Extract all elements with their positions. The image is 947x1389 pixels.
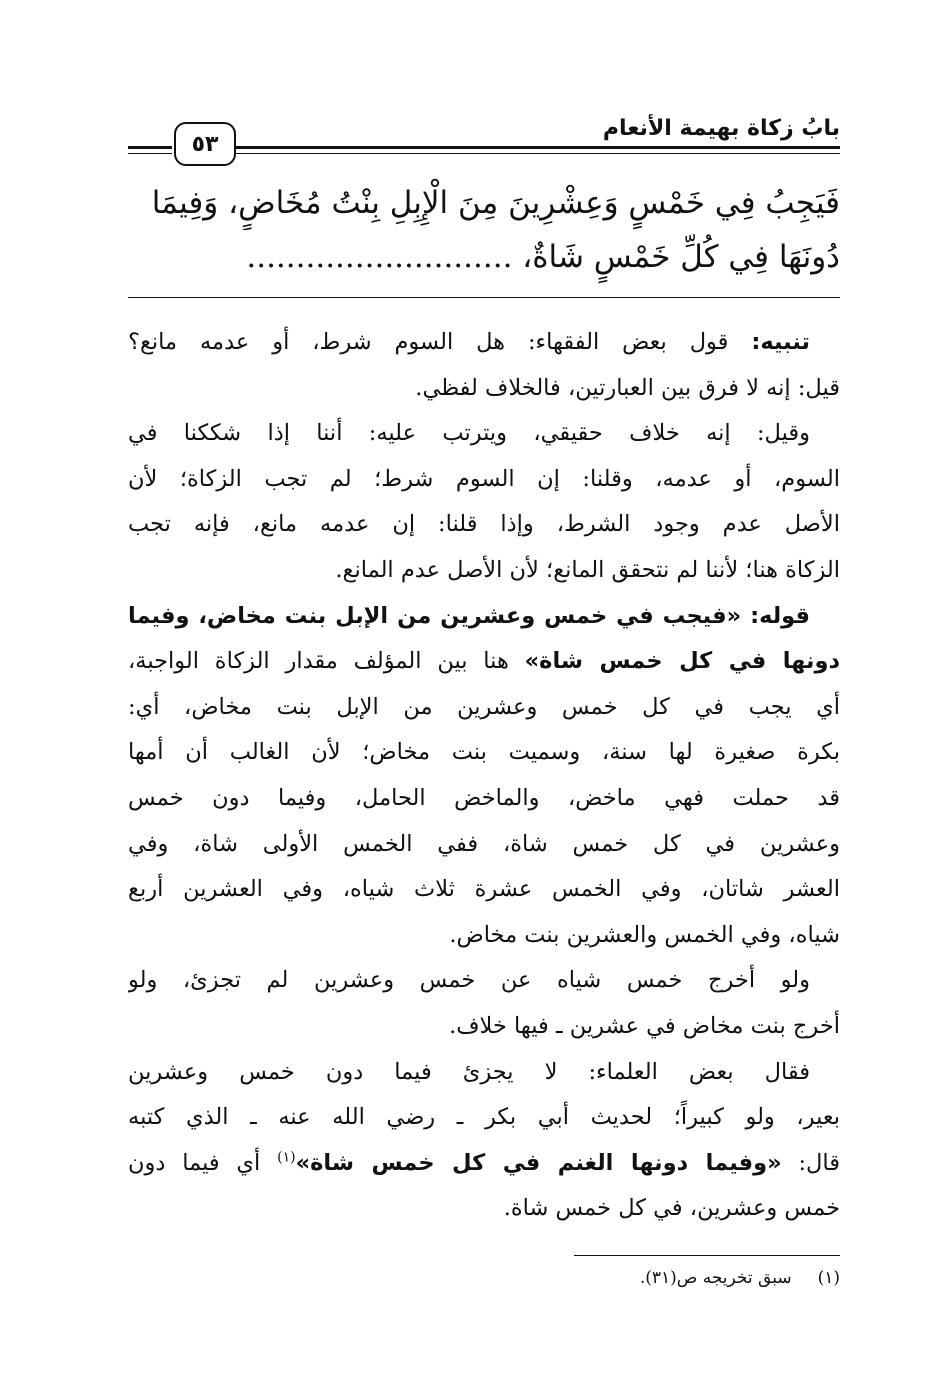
paragraph-line: قيل: إنه لا فرق بين العبارتين، فالخلاف لفظي. xyxy=(415,374,840,401)
header-rule-left xyxy=(128,146,172,149)
paragraph-line: بعير، ولو كبيراً؛ لحديث أبي بكر ـ رضي الله عنه ـ الذي كتبه xyxy=(128,1104,840,1131)
quote-bold: «وفيما دونها الغنم في كل خمس شاة» xyxy=(295,1149,782,1176)
header-rule-thin xyxy=(234,153,840,154)
text: أي فيما دون xyxy=(128,1149,278,1176)
matn-divider xyxy=(128,297,840,298)
paragraph-line: أي يجب في كل خمس وعشرين من الإبل بنت مخاض، أي: xyxy=(128,693,840,720)
matn-line: فَيَجِبُ فِي خَمْسٍ وَعِشْرِينَ مِنَ الْإِبِلِ بِنْتُ مُخَاضٍ، وَفِيمَا xyxy=(151,185,840,221)
paragraph-line: خمس وعشرين، في كل خمس شاة. xyxy=(503,1195,840,1222)
page-number-text: ٥٣ xyxy=(191,131,219,157)
footnote xyxy=(640,1268,840,1288)
paragraph-line: فقال بعض العلماء: لا يجزئ فيما دون خمس وعشرين xyxy=(128,1058,810,1085)
paragraph-line: أخرج بنت مخاض في عشرين ـ فيها خلاف. xyxy=(449,1012,840,1039)
chapter-title: بابُ زكاة بهيمة الأنعام xyxy=(602,116,840,141)
paragraph-line: بكرة صغيرة لها سنة، وسميت بنت مخاض؛ لأن الغالب أن أمها xyxy=(128,739,840,766)
paragraph-line: الزكاة هنا؛ لأننا لم نتحقق المانع؛ لأن الأصل عدم المانع. xyxy=(335,556,840,583)
matn-line: دُونَهَا فِي كُلِّ خَمْسٍ شَاةٌ، ........................... xyxy=(246,239,840,275)
matn-text xyxy=(128,176,840,284)
header-rule-left-thin xyxy=(128,153,172,154)
paragraph-line: الأصل عدم وجود الشرط، وإذا قلنا: إن عدمه مانع، فإنه تجب xyxy=(128,511,840,538)
paragraph-line xyxy=(128,639,840,685)
paragraph-line: وعشرين في كل خمس شاة، ففي الخمس الأولى شاة، وفي xyxy=(128,830,840,857)
footnote-divider xyxy=(574,1255,840,1256)
paragraph-line: ولو أخرج خمس شياه عن خمس وعشرين لم تجزئ، ولو xyxy=(128,967,810,994)
paragraph-line: شياه، وفي الخمس والعشرين بنت مخاض. xyxy=(449,921,840,948)
text: هنا بين المؤلف مقدار الزكاة الواجبة، xyxy=(128,648,525,675)
paragraph-line: وقيل: إنه خلاف حقيقي، ويترتب عليه: أننا إذا شككنا في xyxy=(128,420,810,447)
paragraph-line: السوم، أو عدمه، وقلنا: إن السوم شرط؛ لم تجب الزكاة؛ لأن xyxy=(128,465,840,492)
page-number xyxy=(174,122,236,166)
paragraph-line: قد حملت فهي ماخض، والماخض الحامل، وفيما دون خمس xyxy=(128,784,840,811)
commentary xyxy=(128,320,840,1232)
footnote-ref: (١) xyxy=(277,1149,296,1166)
text: قول بعض الفقهاء: هل السوم شرط، أو عدمه مانع؟ xyxy=(128,329,729,355)
paragraph-line: قوله: «فيجب في خمس وعشرين من الإبل بنت مخاض، وفيما xyxy=(128,602,810,629)
text: قال: xyxy=(781,1149,840,1176)
paragraph-line: العشر شاتان، وفي الخمس عشرة ثلاث شياه، وفي العشرين أربع xyxy=(128,876,840,903)
header-rule xyxy=(234,146,840,149)
footnote-number: (١) xyxy=(817,1268,840,1288)
page-header xyxy=(128,112,840,164)
tanbih-label: تنبيه: xyxy=(751,329,810,355)
quote-bold: دونها في كل خمس شاة» xyxy=(524,648,840,675)
paragraph-line xyxy=(128,1141,840,1187)
footnote-text: سبق تخريجه ص(٣١). xyxy=(639,1268,792,1288)
paragraph-line xyxy=(128,320,840,366)
